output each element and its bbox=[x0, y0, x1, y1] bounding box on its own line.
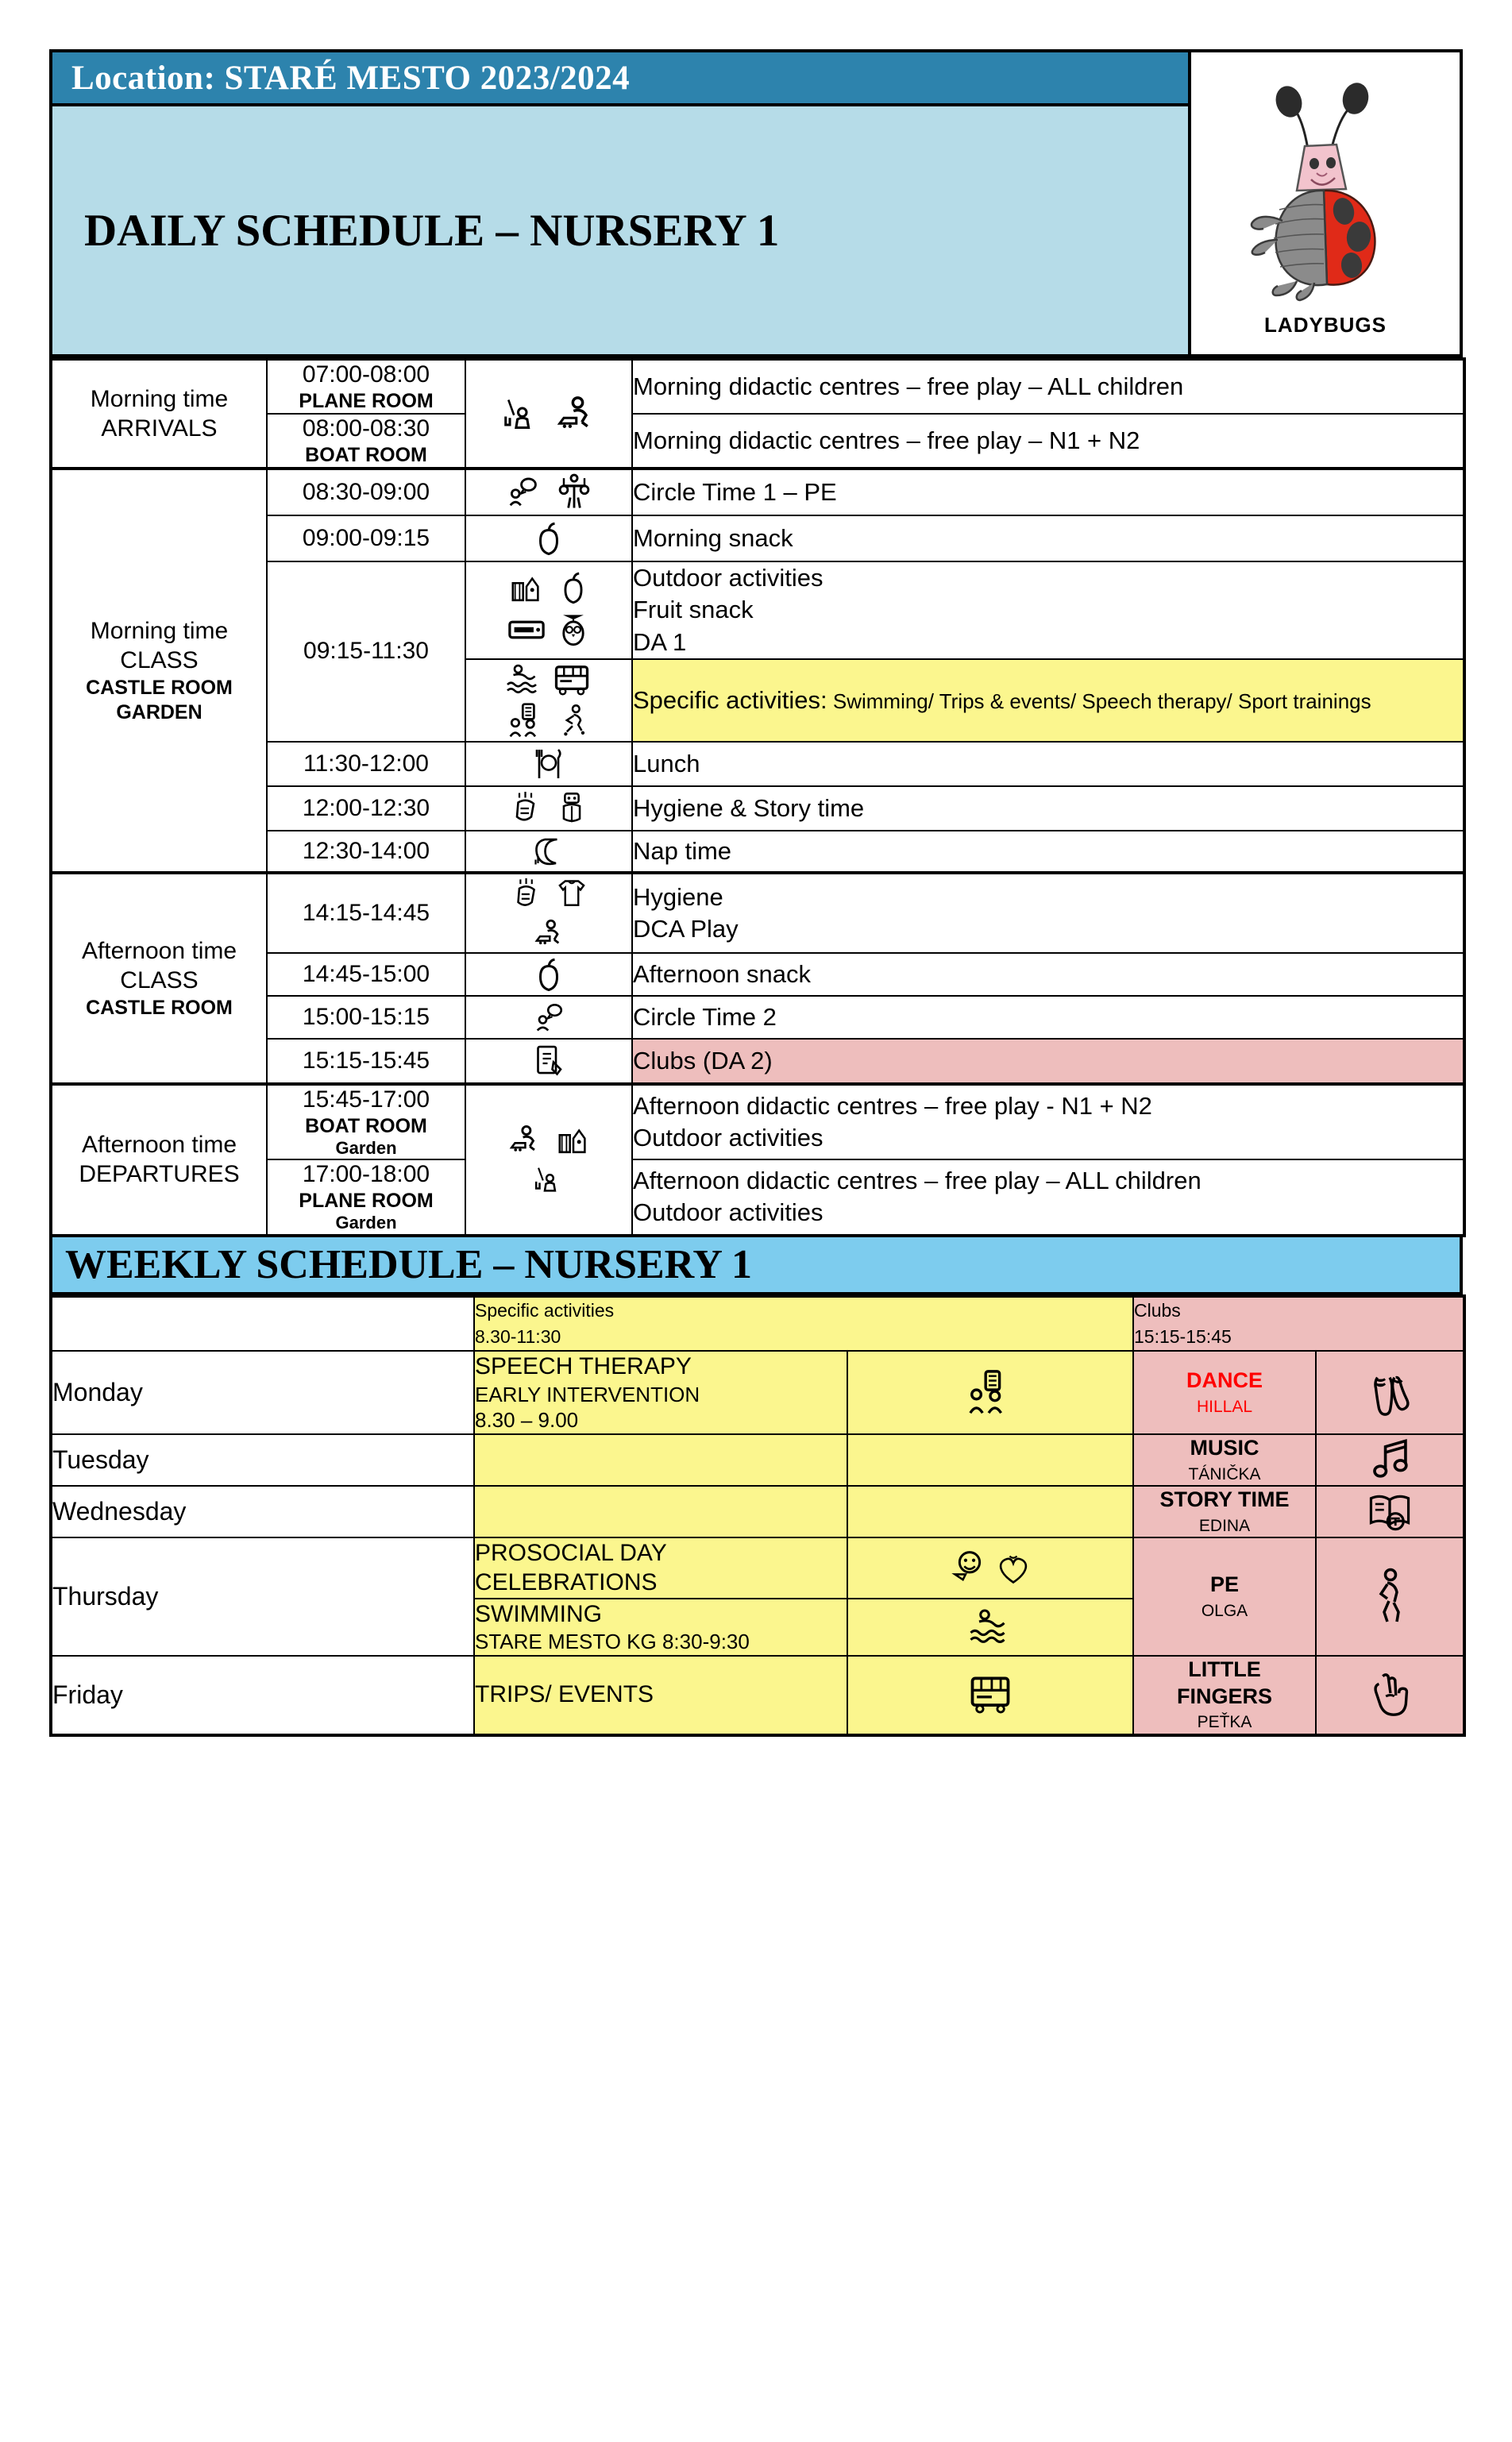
club-icon-wednesday bbox=[1316, 1486, 1464, 1537]
time-0830-0900: 08:30-09:00 bbox=[267, 469, 465, 515]
child-playing-icon bbox=[551, 392, 599, 436]
club-name-line-2: FINGERS bbox=[1176, 1684, 1272, 1708]
swimming-icon bbox=[505, 662, 543, 697]
location-bar bbox=[52, 52, 1188, 106]
location-text: Location: STARÉ MESTO 2023/2024 bbox=[71, 59, 631, 97]
day-label-friday: Friday bbox=[51, 1656, 474, 1735]
speech-bubble-child-icon bbox=[502, 472, 545, 513]
shirt-icon bbox=[554, 876, 589, 912]
icon-group-afternoon-snack bbox=[465, 953, 632, 996]
desc-outdoor-block bbox=[632, 561, 1464, 659]
child-playing-icon bbox=[503, 1121, 545, 1158]
time-1545-1700 bbox=[267, 1084, 465, 1159]
document-header bbox=[49, 49, 1463, 357]
time-1445-1500: 14:45-15:00 bbox=[267, 953, 465, 996]
period-afternoon-class bbox=[51, 873, 267, 1084]
cutlery-plate-icon bbox=[530, 744, 568, 784]
period-afternoon-departures bbox=[51, 1084, 267, 1236]
reading-child-icon bbox=[554, 789, 590, 828]
time-1515-1545: 15:15-15:45 bbox=[267, 1039, 465, 1084]
smiley-heart-icon bbox=[948, 1547, 991, 1588]
sleeping-moon-icon bbox=[530, 833, 568, 870]
legend-specific-activities bbox=[474, 1296, 1133, 1352]
period-label-class: CLASS bbox=[120, 647, 199, 674]
time-1230-1400: 12:30-14:00 bbox=[267, 831, 465, 873]
time-0915-1130: 09:15-11:30 bbox=[267, 561, 465, 742]
day-label-thursday: Thursday bbox=[51, 1537, 474, 1656]
speech-therapy-icon bbox=[966, 1368, 1015, 1418]
apple-icon bbox=[530, 518, 568, 559]
ladybug-icon bbox=[1238, 64, 1413, 302]
desc-line-2: Outdoor activities bbox=[633, 1198, 824, 1227]
legend-clubs-title: Clubs bbox=[1134, 1299, 1181, 1321]
exercise-person-icon bbox=[1367, 1568, 1413, 1625]
desc-line-1: Outdoor activities bbox=[633, 564, 824, 592]
club-monday bbox=[1133, 1351, 1316, 1434]
club-tuesday bbox=[1133, 1434, 1316, 1486]
room-label: PLANE ROOM bbox=[299, 1190, 434, 1213]
activity-line-2: EARLY INTERVENTION bbox=[475, 1382, 700, 1406]
time-1415-1445: 14:15-14:45 bbox=[267, 873, 465, 953]
desc-afternoon-snack: Afternoon snack bbox=[632, 953, 1464, 996]
legend-clubs bbox=[1133, 1296, 1464, 1352]
activity-friday: TRIPS/ EVENTS bbox=[474, 1656, 847, 1735]
time-1200-1230: 12:00-12:30 bbox=[267, 786, 465, 831]
legend-clubs-time: 15:15-15:45 bbox=[1134, 1326, 1232, 1348]
club-name: MUSIC bbox=[1190, 1435, 1259, 1460]
header-mascot-block bbox=[1191, 52, 1460, 354]
owl-graduate-icon bbox=[555, 609, 592, 650]
hand-fingers-icon bbox=[1367, 1670, 1412, 1719]
document-page bbox=[49, 49, 1463, 1737]
club-icon-friday bbox=[1316, 1656, 1464, 1735]
handwash-icon bbox=[507, 789, 546, 828]
desc-line-1: Afternoon didactic centres – free play - N1 + N2 bbox=[633, 1091, 1152, 1120]
bus-icon bbox=[966, 1672, 1014, 1717]
table-row-friday bbox=[51, 1656, 1464, 1735]
swimming-icon bbox=[968, 1607, 1012, 1648]
activity2-line-1: SWIMMING bbox=[475, 1600, 602, 1627]
handwash-icon bbox=[508, 876, 546, 912]
table-row bbox=[51, 469, 1464, 515]
period-label: Morning time bbox=[90, 385, 229, 412]
table-row-tuesday bbox=[51, 1434, 1464, 1486]
desc-morning-n1n2: Morning didactic centres – free play – N1 + N2 bbox=[632, 414, 1464, 469]
weekly-title: WEEKLY SCHEDULE – NURSERY 1 bbox=[65, 1241, 753, 1287]
time-range: 17:00-18:00 bbox=[302, 1161, 430, 1188]
desc-departures-n1n2 bbox=[632, 1084, 1464, 1159]
speech-therapy-icon bbox=[507, 701, 546, 739]
icon-group-circletime1 bbox=[465, 469, 632, 515]
desc-line-3: DA 1 bbox=[633, 627, 687, 656]
child-with-parent-icon bbox=[528, 1161, 569, 1198]
desc-morning-all: Morning didactic centres – free play – ALL children bbox=[632, 359, 1464, 414]
page-title: DAILY SCHEDULE – NURSERY 1 bbox=[84, 205, 780, 256]
weekly-schedule-table bbox=[49, 1294, 1466, 1737]
time-range: 15:45-17:00 bbox=[302, 1086, 430, 1113]
specific-activities-label: Specific activities: bbox=[633, 685, 827, 714]
club-icon-monday bbox=[1316, 1351, 1464, 1434]
day-label-wednesday: Wednesday bbox=[51, 1486, 474, 1537]
activity-icon-thursday-swimming bbox=[847, 1599, 1133, 1656]
period-label: Morning time bbox=[90, 617, 229, 644]
activity-thursday-prosocial bbox=[474, 1537, 847, 1599]
icon-group-morning-snack bbox=[465, 515, 632, 561]
period-label-garden: GARDEN bbox=[116, 700, 202, 723]
weekly-schedule-header bbox=[49, 1237, 1463, 1294]
desc-line-2: Outdoor activities bbox=[633, 1124, 824, 1152]
desc-lunch: Lunch bbox=[632, 742, 1464, 786]
activity-thursday-swimming bbox=[474, 1599, 847, 1656]
period-arrivals bbox=[51, 359, 267, 469]
time-0800-0830 bbox=[267, 414, 465, 469]
club-name: STORY TIME bbox=[1159, 1487, 1290, 1511]
icon-group-hygiene-dca bbox=[465, 873, 632, 953]
activity-line-3: 8.30 – 9.00 bbox=[475, 1408, 579, 1433]
desc-nap-time: Nap time bbox=[632, 831, 1464, 873]
activity-line-1: SPEECH THERAPY bbox=[475, 1353, 692, 1380]
gymnastics-rings-icon bbox=[553, 472, 596, 513]
playground-icon bbox=[506, 569, 547, 606]
speech-bubble-child-icon bbox=[528, 998, 569, 1036]
heart-icon bbox=[994, 1550, 1032, 1588]
time-1500-1515: 15:00-15:15 bbox=[267, 996, 465, 1039]
desc-departures-all bbox=[632, 1159, 1464, 1235]
legend-specific-time: 8.30-11:30 bbox=[475, 1326, 561, 1348]
club-name-line-1: LITTLE bbox=[1188, 1657, 1261, 1681]
table-row-wednesday bbox=[51, 1486, 1464, 1537]
bus-icon bbox=[551, 662, 592, 698]
activity-line-1: PROSOCIAL DAY bbox=[475, 1539, 667, 1566]
table-row-monday bbox=[51, 1351, 1464, 1434]
apple-icon bbox=[530, 955, 568, 993]
table-row bbox=[51, 1084, 1464, 1159]
day-label-monday: Monday bbox=[51, 1351, 474, 1434]
garden-label: Garden bbox=[335, 1137, 397, 1158]
club-thursday bbox=[1133, 1537, 1316, 1656]
icon-group-departures bbox=[465, 1084, 632, 1236]
table-row-legend bbox=[51, 1296, 1464, 1352]
time-1130-1200: 11:30-12:00 bbox=[267, 742, 465, 786]
icon-group-clubs bbox=[465, 1039, 632, 1084]
club-name: PE bbox=[1209, 1572, 1240, 1596]
time-0700-0800 bbox=[267, 359, 465, 414]
time-range: 07:00-08:00 bbox=[302, 361, 430, 388]
period-morning-class bbox=[51, 469, 267, 873]
activity-tuesday bbox=[474, 1434, 847, 1486]
club-friday bbox=[1133, 1656, 1316, 1735]
desc-line-2: DCA Play bbox=[633, 914, 739, 943]
title-area bbox=[52, 106, 1188, 354]
activity-icon-monday bbox=[847, 1351, 1133, 1434]
playground-icon bbox=[553, 1121, 594, 1158]
running-icon bbox=[554, 701, 591, 739]
snack-bar-icon bbox=[506, 614, 547, 646]
time-range: 08:00-08:30 bbox=[302, 415, 430, 442]
clipboard-pencil-icon bbox=[530, 1041, 568, 1081]
apple-icon bbox=[555, 569, 592, 606]
icon-group-circletime2 bbox=[465, 996, 632, 1039]
desc-line-2: Fruit snack bbox=[633, 596, 754, 624]
icon-group-nap bbox=[465, 831, 632, 873]
mascot-label: LADYBUGS bbox=[1264, 313, 1387, 337]
icon-group-specific bbox=[465, 659, 632, 742]
desc-circle-time-1: Circle Time 1 – PE bbox=[632, 469, 1464, 515]
club-teacher: HILLAL bbox=[1196, 1397, 1253, 1416]
legend-specific-title: Specific activities bbox=[475, 1299, 615, 1321]
period-label-class: CLASS bbox=[120, 967, 199, 994]
club-teacher: EDINA bbox=[1198, 1516, 1251, 1535]
icon-group-lunch bbox=[465, 742, 632, 786]
specific-activities-list: Swimming/ Trips & events/ Speech therapy/ Sport trainings bbox=[827, 689, 1371, 713]
room-label: BOAT ROOM bbox=[305, 1114, 427, 1137]
day-label-tuesday: Tuesday bbox=[51, 1434, 474, 1486]
child-with-parent-icon bbox=[499, 392, 543, 436]
period-label-castleroom: CASTLE ROOM bbox=[86, 676, 233, 699]
desc-hygiene-dca bbox=[632, 873, 1464, 953]
club-wednesday bbox=[1133, 1486, 1316, 1537]
time-0900-0915: 09:00-09:15 bbox=[267, 515, 465, 561]
activity-icon-thursday-prosocial bbox=[847, 1537, 1133, 1599]
desc-hygiene-story: Hygiene & Story time bbox=[632, 786, 1464, 831]
activity-line-2: CELEBRATIONS bbox=[475, 1569, 658, 1596]
table-row bbox=[51, 873, 1464, 953]
icon-group-outdoor bbox=[465, 561, 632, 659]
header-left-block bbox=[52, 52, 1191, 354]
ballet-shoes-icon bbox=[1365, 1368, 1414, 1418]
legend-empty-cell bbox=[51, 1296, 474, 1352]
activity-monday bbox=[474, 1351, 847, 1434]
club-teacher: PEŤKA bbox=[1197, 1713, 1252, 1732]
table-row-thursday bbox=[51, 1537, 1464, 1599]
club-icon-tuesday bbox=[1316, 1434, 1464, 1486]
icon-group-hygiene-story bbox=[465, 786, 632, 831]
desc-morning-snack: Morning snack bbox=[632, 515, 1464, 561]
period-label-castleroom: CASTLE ROOM bbox=[86, 996, 233, 1019]
club-name: DANCE bbox=[1186, 1368, 1263, 1393]
period-label: Afternoon time bbox=[81, 937, 237, 964]
music-note-icon bbox=[1367, 1437, 1413, 1483]
activity-icon-tuesday bbox=[847, 1434, 1133, 1486]
open-book-icon bbox=[1367, 1488, 1413, 1534]
time-1700-1800 bbox=[267, 1159, 465, 1235]
activity2-line-2: STARE MESTO KG 8:30-9:30 bbox=[475, 1630, 750, 1654]
desc-circle-time-2: Circle Time 2 bbox=[632, 996, 1464, 1039]
period-sublabel: DEPARTURES bbox=[79, 1161, 240, 1188]
icon-group-arrivals bbox=[465, 359, 632, 469]
desc-clubs-da2: Clubs (DA 2) bbox=[632, 1039, 1464, 1084]
club-teacher: OLGA bbox=[1201, 1601, 1248, 1620]
club-icon-thursday bbox=[1316, 1537, 1464, 1656]
desc-specific-activities bbox=[632, 659, 1464, 742]
room-label: BOAT ROOM bbox=[305, 444, 427, 466]
daily-schedule-table bbox=[49, 357, 1466, 1237]
desc-line-1: Hygiene bbox=[633, 882, 723, 911]
club-teacher: TÁNIČKA bbox=[1188, 1464, 1261, 1483]
table-row bbox=[51, 359, 1464, 414]
activity-wednesday bbox=[474, 1486, 847, 1537]
activity-icon-wednesday bbox=[847, 1486, 1133, 1537]
garden-label: Garden bbox=[335, 1213, 397, 1233]
period-sublabel: ARRIVALS bbox=[101, 415, 218, 442]
desc-line-1: Afternoon didactic centres – free play – ALL children bbox=[633, 1167, 1202, 1195]
period-label: Afternoon time bbox=[81, 1131, 237, 1158]
child-playing-icon bbox=[528, 916, 569, 951]
room-label: PLANE ROOM bbox=[299, 390, 434, 412]
activity-icon-friday bbox=[847, 1656, 1133, 1735]
